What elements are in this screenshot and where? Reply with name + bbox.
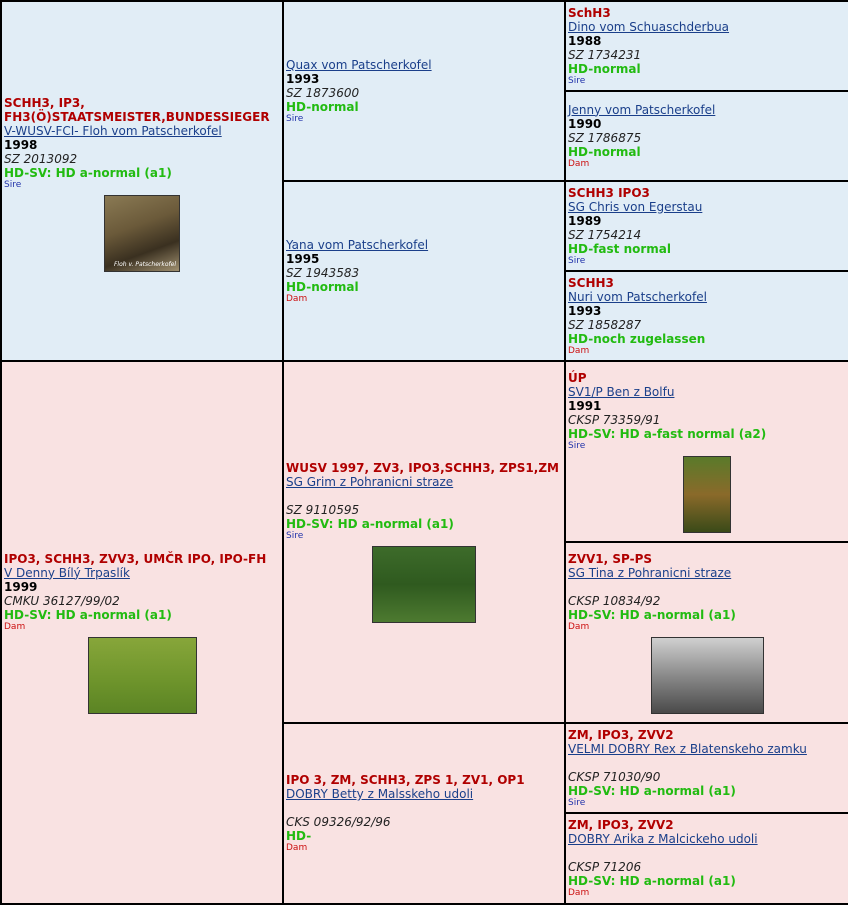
dog-titles: SCHH3 — [568, 275, 614, 290]
spacer — [286, 801, 562, 815]
dog-role: Dam — [286, 293, 308, 304]
dog-name-link[interactable]: Yana vom Patscherkofel — [286, 237, 429, 252]
dog-role: Sire — [568, 75, 586, 86]
dog-hd-result: HD-SV: HD a-normal (a1) — [4, 166, 172, 180]
dog-titles: SCHH3, IP3, FH3(Ö)STAATSMEISTER,BUNDESSIEGER — [4, 96, 270, 124]
dog-hd-result: HD-noch zugelassen — [568, 331, 706, 346]
dog-titles: ZVV1, SP-PS — [568, 551, 653, 566]
dog-photo[interactable] — [88, 637, 197, 714]
dog-name-link[interactable]: SG Grim z Pohranicni straze — [286, 475, 454, 489]
dog-photo[interactable] — [651, 637, 764, 714]
dog-registration: CKSP 10834/92 — [568, 593, 661, 608]
dog-role: Dam — [568, 158, 590, 169]
dog-registration: CKS 09326/92/96 — [286, 815, 391, 829]
dog-registration: CMKU 36127/99/02 — [4, 593, 120, 608]
dog-name-link[interactable]: DOBRY Betty z Malsskeho udoli — [286, 787, 474, 801]
dog-year: 1988 — [568, 33, 602, 48]
pedigree-cell-sire-dam-dam — [566, 272, 848, 362]
pedigree-cell-sire-sire-sire — [566, 2, 848, 92]
dog-year: 1993 — [568, 303, 602, 318]
dog-hd-result: HD-fast normal — [568, 241, 672, 256]
pedigree-cell-sire — [2, 2, 284, 362]
dog-name-link[interactable]: Dino vom Schuaschderbua — [568, 19, 730, 34]
dog-role: Dam — [568, 345, 590, 356]
dog-year: 1991 — [568, 398, 602, 413]
dog-name-link[interactable]: Nuri vom Patscherkofel — [568, 289, 707, 304]
dog-hd-result: HD-SV: HD a-fast normal (a2) — [568, 426, 767, 441]
dog-registration: SZ 1734231 — [568, 47, 642, 62]
dog-registration: SZ 1943583 — [286, 265, 360, 280]
dog-year: 1999 — [4, 579, 38, 594]
dog-year: 1995 — [286, 251, 320, 266]
dog-name-link[interactable]: SG Chris von Egerstau — [568, 199, 703, 214]
dog-registration: SZ 1873600 — [286, 85, 360, 100]
dog-registration: SZ 9110595 — [286, 503, 360, 517]
dog-year: 1998 — [4, 138, 38, 152]
dog-registration: SZ 1754214 — [568, 227, 642, 242]
dog-name-link[interactable]: VELMI DOBRY Rex z Blatenskeho zamku — [568, 741, 807, 756]
dog-role: Sire — [4, 180, 22, 190]
dog-name-link[interactable]: V Denny Bílý Trpaslík — [4, 565, 130, 580]
photo-caption: Floh v. Patscherkofel — [113, 261, 176, 268]
dog-registration: CKSP 73359/91 — [568, 412, 661, 427]
spacer — [568, 846, 846, 860]
dog-hd-result: HD-SV: HD a-normal (a1) — [568, 607, 736, 622]
dog-role: Sire — [568, 440, 586, 451]
dog-hd-result: HD-normal — [286, 279, 359, 294]
dog-titles: ÚP — [568, 370, 587, 385]
dog-hd-result: HD-SV: HD a-normal (a1) — [568, 874, 736, 888]
dog-role: Dam — [4, 621, 26, 632]
dog-hd-result: HD-normal — [286, 99, 359, 114]
dog-registration: SZ 1786875 — [568, 130, 642, 145]
dog-titles: IPO 3, ZM, SCHH3, ZPS 1, ZV1, OP1 — [286, 773, 525, 787]
dog-name-link[interactable]: V-WUSV-FCI- Floh vom Patscherkofel — [4, 124, 222, 138]
pedigree-cell-dam-dam-dam — [566, 814, 848, 905]
dog-registration: SZ 1858287 — [568, 317, 642, 332]
dog-titles: WUSV 1997, ZV3, IPO3,SCHH3, ZPS1,ZM — [286, 461, 559, 475]
dog-titles: IPO3, SCHH3, ZVV3, UMČR IPO, IPO-FH — [4, 551, 267, 566]
dog-role: Dam — [568, 888, 590, 898]
spacer — [286, 489, 562, 503]
pedigree-cell-sire-dam — [284, 182, 566, 362]
dog-role: Sire — [286, 531, 304, 541]
dog-year: 1993 — [286, 71, 320, 86]
dog-registration: CKSP 71030/90 — [568, 769, 661, 784]
dog-hd-result: HD-normal — [568, 144, 641, 159]
dog-role: Dam — [286, 843, 308, 853]
dog-name-link[interactable]: Quax vom Patscherkofel — [286, 57, 432, 72]
pedigree-cell-dam-dam-sire — [566, 724, 848, 814]
dog-titles: ZM, IPO3, ZVV2 — [568, 727, 674, 742]
dog-year: 1989 — [568, 213, 602, 228]
dog-name-link[interactable]: DOBRY Arika z Malcickeho udoli — [568, 832, 758, 846]
pedigree-cell-dam — [2, 362, 284, 905]
dog-hd-result: HD-SV: HD a-normal (a1) — [4, 607, 172, 622]
dog-role: Dam — [568, 621, 590, 632]
dog-titles: SchH3 — [568, 5, 611, 20]
dog-year: 1990 — [568, 116, 602, 131]
dog-titles: SCHH3 IPO3 — [568, 185, 650, 200]
pedigree-cell-dam-sire-sire — [566, 362, 848, 543]
dog-photo[interactable] — [104, 195, 180, 272]
dog-role: Sire — [568, 797, 586, 808]
dog-hd-result: HD- — [286, 829, 312, 843]
dog-hd-result: HD-SV: HD a-normal (a1) — [568, 783, 736, 798]
dog-name-link[interactable]: Jenny vom Patscherkofel — [568, 102, 716, 117]
dog-name-link[interactable]: SV1/P Ben z Bolfu — [568, 384, 675, 399]
pedigree-cell-dam-sire-dam — [566, 543, 848, 724]
dog-hd-result: HD-SV: HD a-normal (a1) — [286, 517, 454, 531]
dog-registration: SZ 2013092 — [4, 152, 78, 166]
dog-registration: CKSP 71206 — [568, 860, 642, 874]
pedigree-cell-sire-sire — [284, 2, 566, 182]
dog-photo[interactable] — [372, 546, 476, 623]
spacer — [568, 580, 846, 594]
dog-name-link[interactable]: SG Tina z Pohranicni straze — [568, 565, 732, 580]
dog-role: Sire — [568, 255, 586, 266]
pedigree-cell-sire-sire-dam — [566, 92, 848, 182]
dog-photo[interactable] — [683, 456, 731, 533]
dog-role: Sire — [286, 113, 304, 124]
pedigree-cell-dam-dam — [284, 724, 566, 905]
dog-titles: ZM, IPO3, ZVV2 — [568, 818, 674, 832]
dog-hd-result: HD-normal — [568, 61, 641, 76]
spacer — [568, 756, 846, 770]
pedigree-cell-dam-sire — [284, 362, 566, 724]
pedigree-cell-sire-dam-sire — [566, 182, 848, 272]
